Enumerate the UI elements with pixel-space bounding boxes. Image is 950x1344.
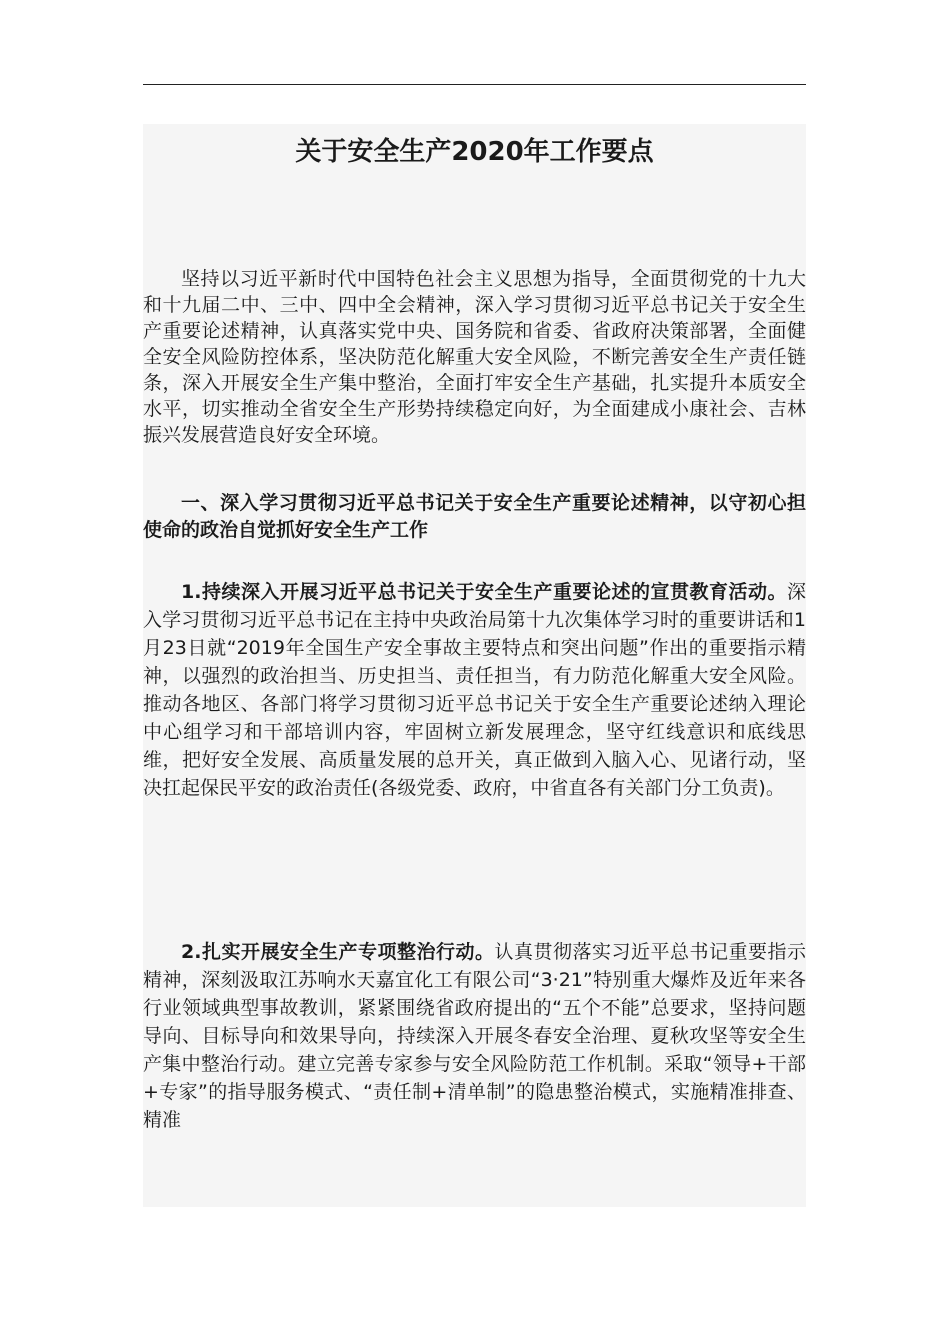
item-2-body: 认真贯彻落实习近平总书记重要指示精神，深刻汲取江苏响水天嘉宜化工有限公司“3·21”特别重大爆炸及近年来各行业领域典型事故教训，紧紧围绕省政府提出的“五个不能”总要求，坚持问题导向、目标导向和效果导向，持续深入开展冬春安全治理、夏秋攻坚等安全生产集中整治行动。建立完善专家参与安全风险防范工作机制。采取“领导+干部+专家”的指导服务模式、“责任制+清单制”的隐患整治模式，实施精准排查、精准: [143, 941, 806, 1131]
item-1-body: 深入学习贯彻习近平总书记在主持中央政治局第十九次集体学习时的重要讲话和1月23日就“2019年全国生产安全事故主要特点和突出问题”作出的重要指示精神，以强烈的政治担当、历史担当、责任担当，有力防范化解重大安全风险。推动各地区、各部门将学习贯彻习近平总书记关于安全生产重要论述纳入理论中心组学习和干部培训内容，牢固树立新发展理念，坚守红线意识和底线思维，把好安全发展、高质量发展的总开关，真正做到入脑入心、见诸行动，坚决扛起保民平安的政治责任(各级党委、政府，中省直各有关部门分工负责)。: [143, 581, 806, 799]
header-rule: [143, 84, 806, 85]
intro-paragraph: 坚持以习近平新时代中国特色社会主义思想为指导，全面贯彻党的十九大和十九届二中、三中、四中全会精神，深入学习贯彻习近平总书记关于安全生产重要论述精神，认真落实党中央、国务院和省委、省政府决策部署，全面健全安全风险防控体系，坚决防范化解重大安全风险，不断完善安全生产责任链条，深入开展安全生产集中整治，全面打牢安全生产基础，扎实提升本质安全水平，切实推动全省安全生产形势持续稳定向好，为全面建成小康社会、吉林振兴发展营造良好安全环境。: [143, 268, 806, 446]
document-body: [143, 124, 806, 1207]
item-1-paragraph: [143, 578, 806, 802]
section-heading: 一、深入学习贯彻习近平总书记关于安全生产重要论述精神，以守初心担使命的政治自觉抓好安全生产工作: [143, 492, 806, 541]
item-1-lead: 1.持续深入开展习近平总书记关于安全生产重要论述的宣贯教育活动。: [181, 581, 787, 603]
document-title: 关于安全生产2020年工作要点: [295, 137, 654, 167]
item-2-paragraph: [143, 938, 806, 1134]
item-2-lead: 2.扎实开展安全生产专项整治行动。: [181, 941, 495, 963]
